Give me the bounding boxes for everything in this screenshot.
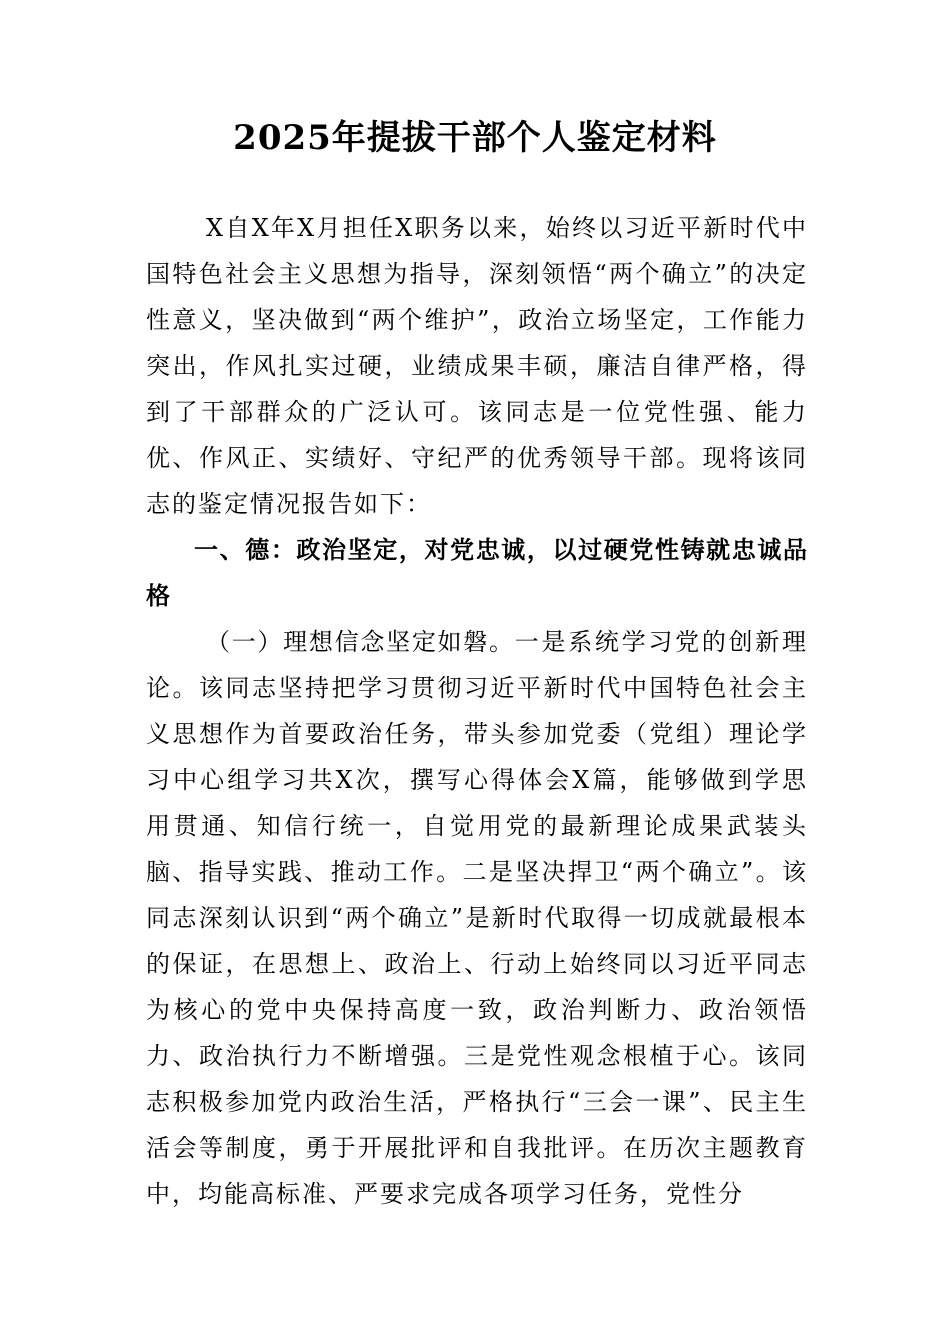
subsection-body-1: 一是系统学习党的创新理论。该同志坚持把学习贯彻习近平新时代中国特色社会主义思想作为首要政治任务，带头参加党委（党组）理论学习中心组学习共X次，撰写心得体会X篇，能够做到学思用贯通、知信行统一，自觉用党的最新理论成果武装头脑、指导实践、推动工作。二是坚决捍卫“两个确立”。该同志深刻认识到“两个确立”是新时代取得一切成就最根本的保证，在思想上、政治上、行动上始终同以习近平同志为核心的党中央保持高度一致，政治判断力、政治领悟力、政治执行力不断增强。三是党性观念根植于心。该同志积极参加党内政治生活，严格执行“三会一课”、民主生活会等制度，勇于开展批评和自我批评。在历次主题教育中，均能高标准、严要求完成各项学习任务，党性分 (146, 628, 809, 1208)
section-heading-1: 一、德：政治坚定，对党忠诚，以过硬党性铸就忠诚品格 (146, 536, 808, 610)
subsection-label-1: （一）理想信念坚定如磐。 (206, 628, 515, 656)
intro-paragraph: X自X年X月担任X职务以来，始终以习近平新时代中国特色社会主义思想为指导，深刻领悟“两个确立”的决定性意义，坚决做到“两个维护”，政治立场坚定，工作能力突出，作风扎实过硬，业绩成果丰硕，廉洁自律严格，得到了干部群众的广泛认可。该同志是一位党性强、能力优、作风正、实绩好、守纪严的优秀领导干部。现将该同志的鉴定情况报告如下： (146, 214, 808, 518)
subsection-paragraph-1 (146, 619, 808, 1217)
document-body (146, 205, 808, 1217)
document-title: 2025年提拔干部个人鉴定材料 (233, 118, 717, 158)
